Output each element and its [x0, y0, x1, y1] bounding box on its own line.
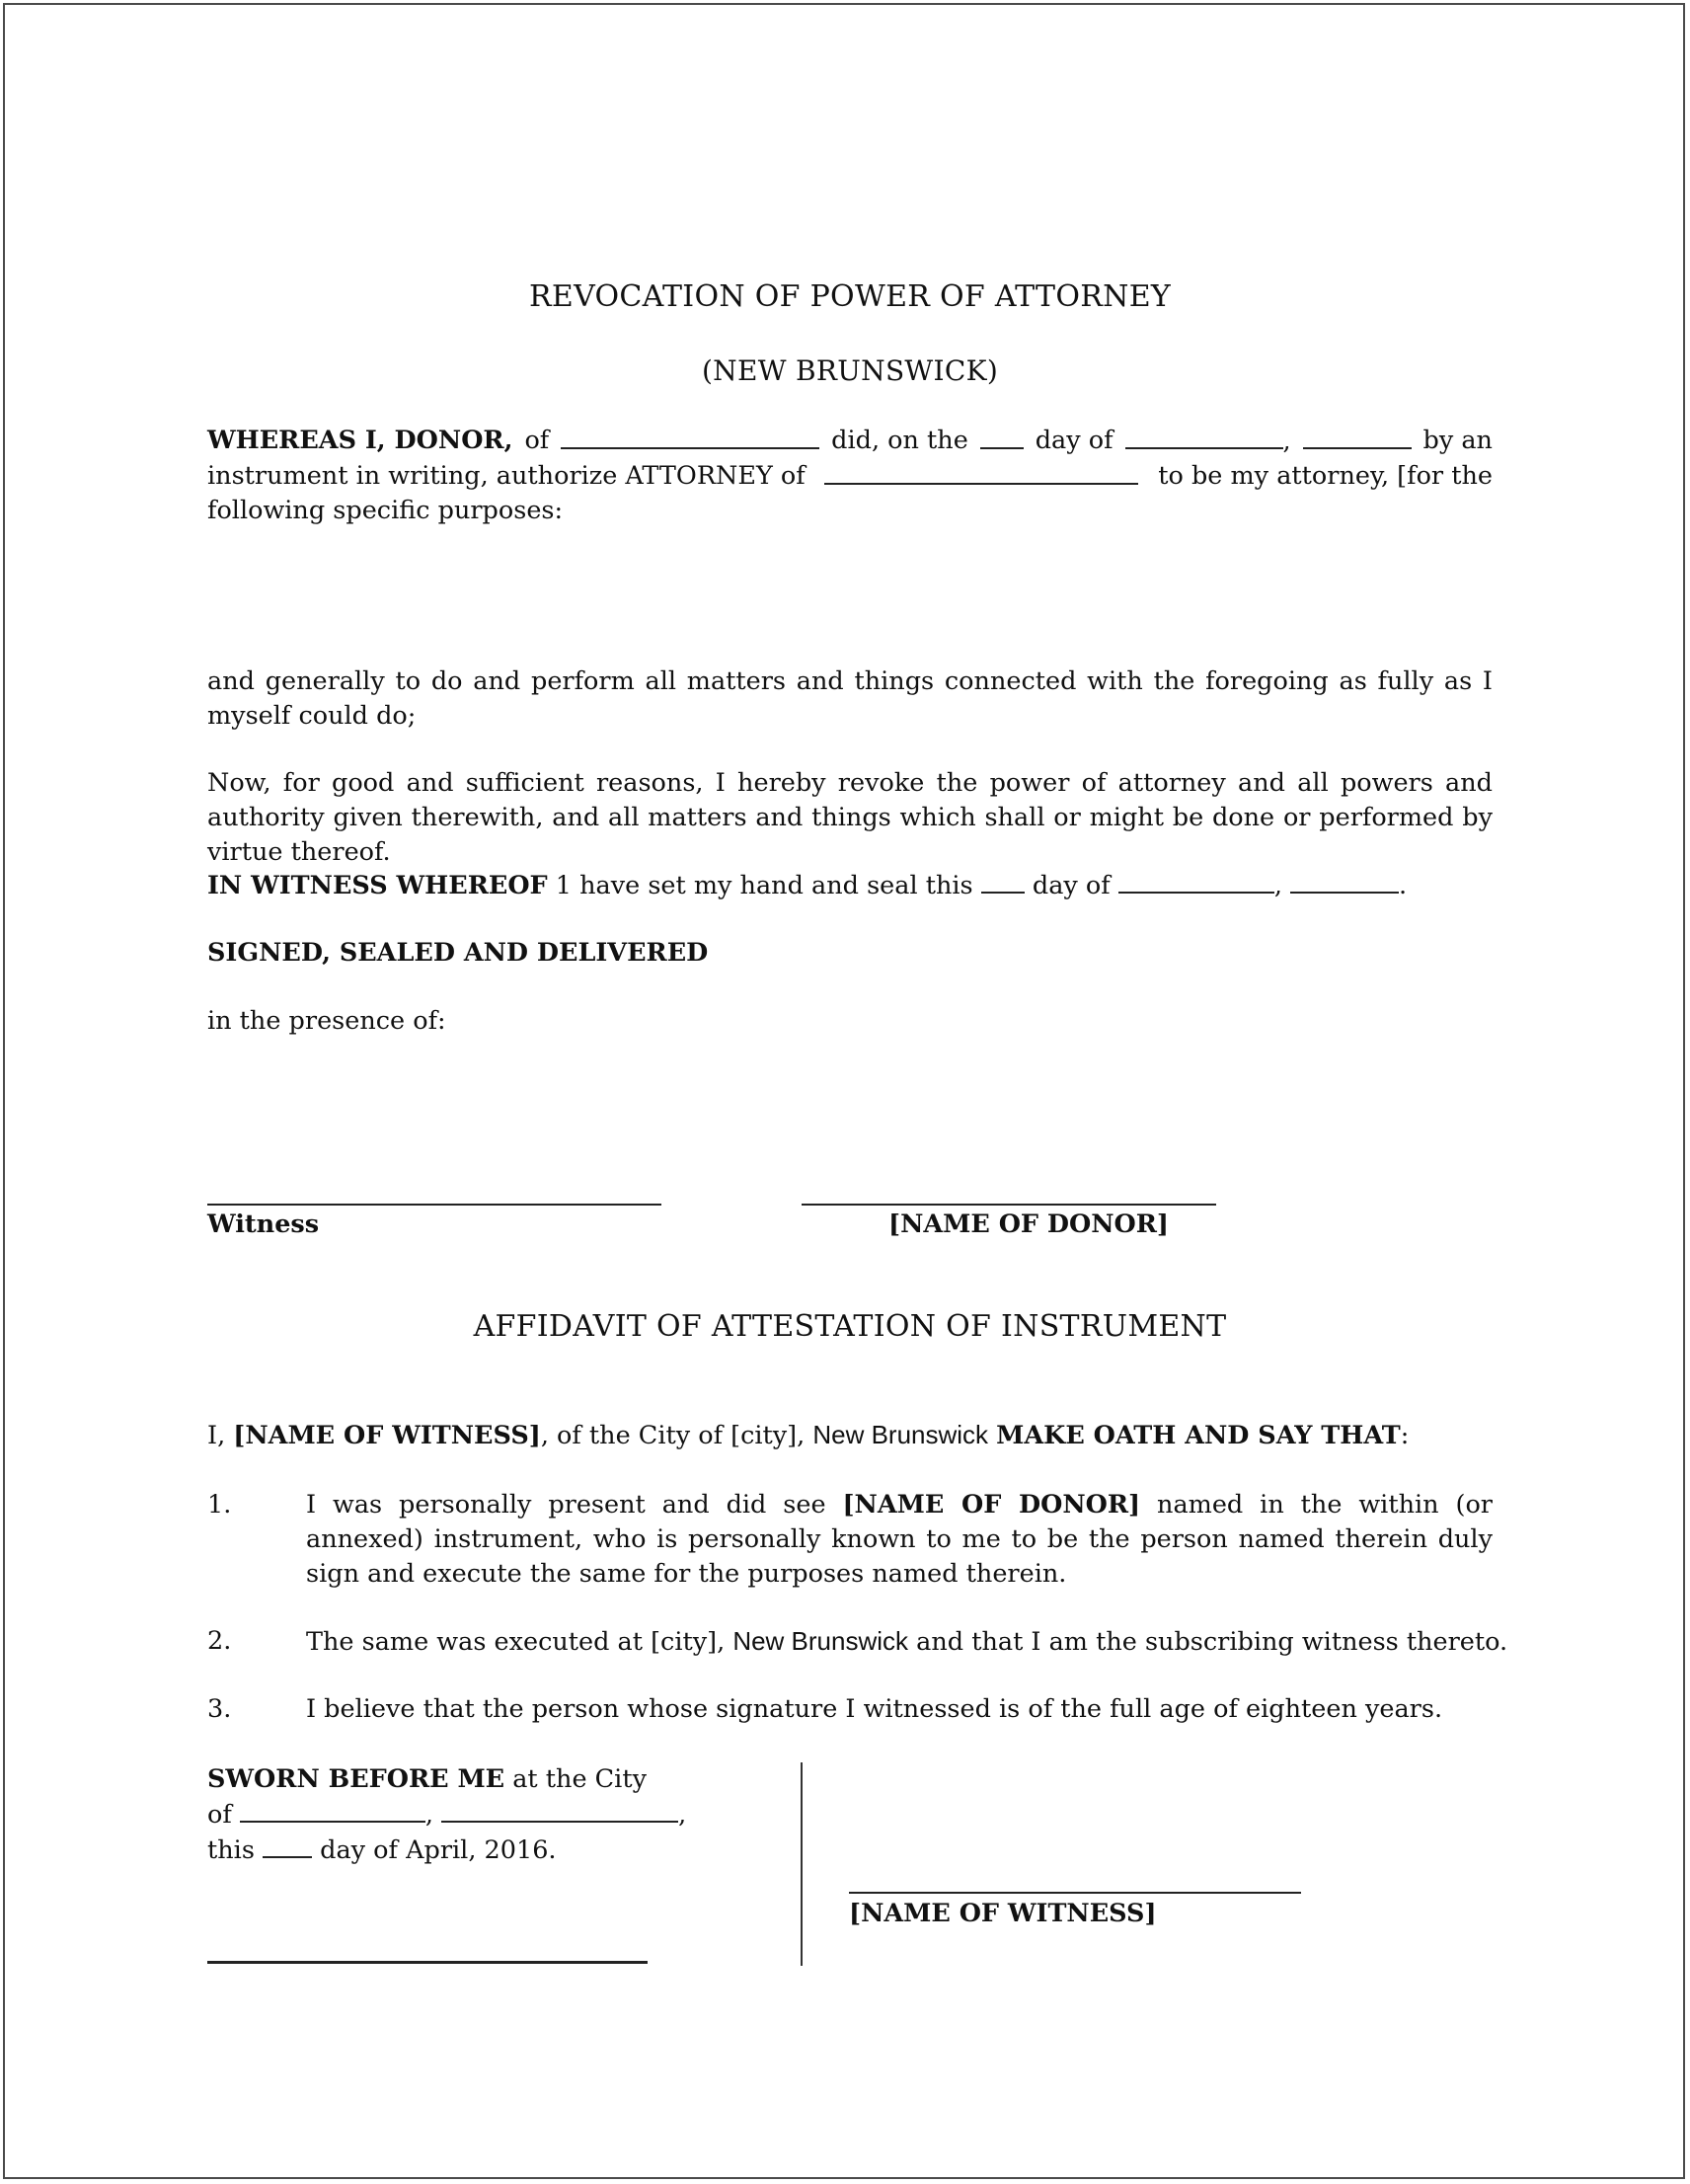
item-1-number: 1. [207, 1490, 232, 1520]
item-2-pre: The same was executed at [city], [306, 1627, 726, 1657]
whereas-comma: , [1282, 427, 1291, 456]
whereas-line-2 [207, 459, 1493, 494]
sworn-line-2 [207, 1797, 760, 1833]
whereas-lead: WHEREAS I, DONOR, [207, 426, 513, 455]
whereas-of: of [524, 426, 550, 455]
whereas-line-3: following specific purposes: [207, 496, 564, 525]
sworn-at-city: at the City [512, 1764, 647, 1794]
document-page [3, 3, 1685, 2179]
year-blank[interactable] [1303, 424, 1412, 449]
intro-colon: : [1400, 1421, 1410, 1450]
in-witness-lead: IN WITNESS WHEREOF [207, 871, 548, 900]
item-3-number: 3. [207, 1694, 232, 1724]
sworn-comma-2: , [678, 1800, 687, 1830]
witness-affidavit-label: [NAME OF WITNESS] [849, 1899, 1157, 1928]
sworn-day-blank[interactable] [263, 1833, 312, 1858]
in-witness-comma: , [1273, 871, 1282, 900]
item-2-province: New Brunswick [732, 1626, 909, 1656]
whereas-paragraph [207, 424, 1493, 528]
intro-witness-name: [NAME OF WITNESS] [233, 1421, 541, 1450]
item-1-pre: I was personally present and did see [306, 1490, 826, 1520]
witness-signature-line[interactable] [207, 1204, 661, 1206]
seal-month-blank[interactable] [1118, 868, 1274, 894]
whereas-by-an: by an [1422, 426, 1493, 455]
seal-day-blank[interactable] [981, 868, 1025, 894]
whereas-to-be: to be my attorney, [for the [1158, 461, 1493, 491]
affidavit-title: AFFIDAVIT OF ATTESTATION OF INSTRUMENT [473, 1309, 1227, 1344]
sworn-line-3 [207, 1833, 760, 1868]
in-witness-day-of: day of [1032, 871, 1111, 900]
intro-province: New Brunswick [812, 1420, 989, 1449]
sworn-day-april: day of April, 2016. [320, 1835, 557, 1865]
day-blank[interactable] [980, 424, 1024, 449]
intro-oath: MAKE OATH AND SAY THAT [996, 1421, 1401, 1450]
attorney-address-blank[interactable] [824, 459, 1138, 485]
presence-text: in the presence of: [207, 1006, 446, 1036]
donor-address-blank[interactable] [561, 424, 819, 449]
whereas-did-on: did, on the [831, 426, 968, 455]
revocation-paragraph: Now, for good and sufficient reasons, I hereby revoke the power of attorney and all powers and authority given therewith, and all matters and things which shall or might be done or performed by virtue thereof. [207, 768, 1493, 867]
sworn-comma-1: , [424, 1800, 434, 1830]
commissioner-signature-line[interactable] [207, 1961, 648, 1964]
item-2-post: and that I am the subscribing witness thereto. [916, 1627, 1508, 1657]
item-1-post: named in the within (or annexed) instrument, who is personally known to me to be the person named therein duly sign and execute the same for the purposes named therein. [306, 1490, 1493, 1589]
item-1-text [306, 1488, 1493, 1592]
donor-label: [NAME OF DONOR] [888, 1209, 1169, 1239]
whereas-line-1 [207, 424, 1493, 459]
witness-affidavit-signature-line[interactable] [849, 1892, 1301, 1894]
document-subtitle: (NEW BRUNSWICK) [701, 354, 999, 387]
seal-year-blank[interactable] [1290, 868, 1399, 894]
generally-paragraph: and generally to do and perform all matters and things connected with the foregoing as fully as I myself could do; [207, 666, 1493, 731]
whereas-day-of: day of [1035, 426, 1114, 455]
intro-i: I, [207, 1421, 226, 1450]
document-title: REVOCATION OF POWER OF ATTORNEY [528, 279, 1171, 314]
whereas-instrument: instrument in writing, authorize ATTORNEY of [207, 461, 806, 491]
sworn-this: this [207, 1835, 255, 1865]
sworn-block [207, 1762, 760, 1868]
item-1-donor: [NAME OF DONOR] [842, 1490, 1141, 1520]
sworn-of: of [207, 1800, 232, 1830]
in-witness-end: . [1399, 871, 1408, 900]
item-2-number: 2. [207, 1626, 232, 1656]
sworn-province-blank[interactable] [441, 1797, 678, 1823]
affidavit-item-1 [207, 1488, 1493, 1597]
in-witness-text: 1 have set my hand and seal this [555, 871, 973, 900]
affidavit-intro [207, 1418, 1493, 1453]
column-divider [801, 1762, 803, 1966]
witness-label: Witness [207, 1209, 320, 1239]
item-2-text [306, 1624, 1508, 1660]
sworn-city-blank[interactable] [240, 1797, 425, 1823]
signed-sealed-heading: SIGNED, SEALED AND DELIVERED [207, 938, 709, 968]
intro-of-city: , of the City of [city], [540, 1421, 806, 1450]
in-witness-line [207, 868, 1493, 903]
item-3-text: I believe that the person whose signature I witnessed is of the full age of eighteen years. [306, 1694, 1443, 1724]
donor-signature-line[interactable] [802, 1204, 1216, 1206]
month-blank[interactable] [1125, 424, 1283, 449]
sworn-lead: SWORN BEFORE ME [207, 1764, 505, 1794]
sworn-line-1 [207, 1762, 760, 1797]
